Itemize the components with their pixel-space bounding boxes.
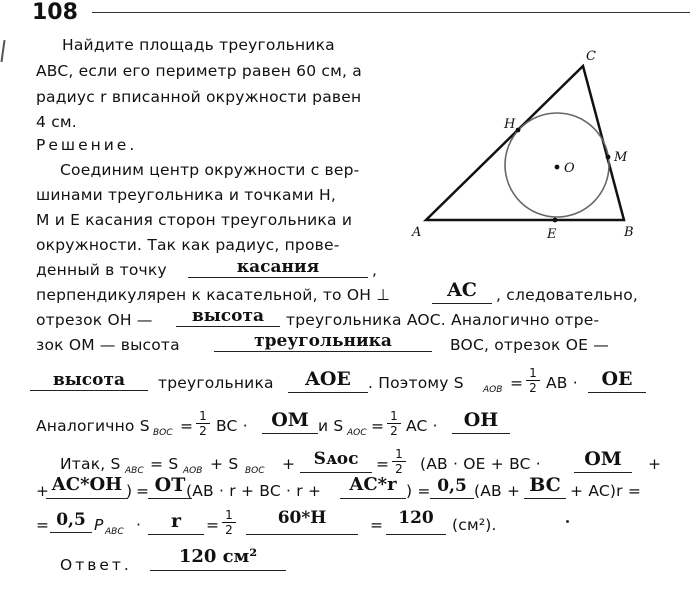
plus-sign-1: + (282, 455, 296, 473)
solution-line-11-f: (AB · OE + BC · (420, 455, 541, 473)
solution-line-12-d: (AB · r + BC · r + (186, 482, 322, 500)
dot-operator: · (136, 516, 142, 534)
blank-underline-4 (214, 351, 432, 352)
solution-line-7-b: треугольника AOC. Аналогично отре- (286, 311, 600, 329)
label-m: M (614, 150, 628, 165)
solution-line-10-d: и S (318, 417, 344, 435)
equals-sign-1: = (510, 374, 524, 392)
solution-line-7-a: отрезок OH — (36, 311, 153, 329)
blank-underline-16 (524, 498, 566, 499)
blank-underline-14 (340, 498, 406, 499)
answer-blank-11: OM (584, 448, 622, 470)
subscript-aob-1: AOB (483, 385, 503, 395)
blank-underline-20 (386, 534, 446, 535)
answer-blank-6: AOE (305, 368, 351, 390)
solution-line-6-a: перпендикулярен к касательной, то OH ⊥ (36, 286, 390, 304)
label-o: O (564, 161, 575, 176)
perimeter-symbol: P (94, 516, 104, 534)
label-e: E (547, 227, 557, 242)
solution-line-10-f: AC · (406, 417, 438, 435)
answer-blank-9: OH (463, 409, 499, 431)
solution-line-9-a: треугольника (158, 374, 274, 392)
fraction-numerator: 1 (392, 447, 406, 462)
fraction-half-5 (222, 508, 236, 537)
problem-line-4: 4 см. (36, 113, 77, 131)
fraction-half-2 (196, 409, 210, 438)
answer-blank-15: 0,5 (437, 476, 467, 496)
answer-blank-1: касания (236, 257, 320, 277)
blank-underline-17 (50, 532, 92, 533)
answer-blank-3: высота (191, 306, 265, 326)
solution-line-5-prefix: денный в точку (36, 261, 167, 279)
label-b: B (624, 225, 634, 240)
problem-line-2: ABC, если его периметр равен 60 см, а (36, 62, 362, 80)
fraction-denominator: 2 (199, 424, 207, 438)
final-answer-underline (150, 570, 286, 571)
solution-line-12-b: ) (126, 482, 133, 500)
tangent-point-m (606, 155, 611, 160)
solution-line-12-f: (AB + (474, 482, 521, 500)
fraction-numerator: 1 (196, 409, 210, 424)
solution-line-3: M и E касания сторон треугольника и (36, 211, 353, 229)
label-c: C (586, 49, 596, 64)
blank-underline-12 (46, 498, 128, 499)
solution-heading: Решение. (36, 136, 138, 154)
blank-underline-18 (148, 534, 204, 535)
answer-blank-19: 60*H (277, 508, 327, 528)
answer-blank-7: OE (601, 368, 633, 390)
answer-blank-2: AC (447, 279, 477, 301)
blank-underline-11 (574, 472, 632, 473)
triangle-figure (400, 40, 660, 250)
blank-underline-1 (188, 277, 368, 278)
subscript-abc: ABC (125, 466, 144, 476)
answer-label: Ответ. (60, 556, 132, 574)
subscript-aoc-1: AOC (347, 428, 367, 438)
solution-line-5-suffix: , (372, 261, 378, 279)
equals-sign-3: = (371, 417, 385, 435)
solution-line-10-c: BC · (216, 417, 248, 435)
final-answer: 120 см² (178, 546, 258, 567)
answer-blank-17: 0,5 (56, 510, 86, 530)
plus-sign-2: + (648, 455, 662, 473)
subscript-boc-1: BOC (153, 428, 173, 438)
fraction-half-3 (387, 409, 401, 438)
triangle-abc (426, 66, 624, 220)
answer-blank-18: r (170, 510, 181, 532)
solution-line-9-d: AB · (546, 374, 578, 392)
tangent-point-e (553, 218, 558, 223)
fraction-half-1 (526, 366, 540, 395)
answer-blank-4: треугольника (254, 331, 392, 351)
fraction-numerator: 1 (526, 366, 540, 381)
answer-blank-5: высота (52, 370, 126, 390)
solution-line-12-e: ) = (406, 482, 431, 500)
top-rule (92, 12, 690, 13)
blank-underline-7 (588, 392, 646, 393)
equals-sign-6: = (36, 516, 50, 534)
center-point-o (555, 165, 560, 170)
solution-line-2: шинами треугольника и точками H, (36, 186, 337, 204)
answer-blank-13: OT (154, 474, 186, 496)
label-h: H (504, 117, 516, 132)
answer-blank-12: AC*OH (51, 474, 123, 495)
stray-dot (566, 520, 569, 523)
fraction-denominator: 2 (225, 523, 233, 537)
blank-underline-6 (288, 392, 368, 393)
fraction-denominator: 2 (390, 424, 398, 438)
solution-line-8-a: зок OM — высота (36, 336, 180, 354)
equals-sign-2: = (180, 417, 194, 435)
blank-underline-15 (430, 498, 474, 499)
margin-mark (0, 40, 5, 62)
blank-underline-10 (300, 472, 372, 473)
fraction-numerator: 1 (387, 409, 401, 424)
answer-blank-14: AC*r (349, 474, 397, 495)
answer-blank-10: Sᴀᴏᴄ (313, 449, 359, 469)
blank-underline-8 (262, 433, 318, 434)
blank-underline-3 (176, 326, 280, 327)
problem-line-3: радиус r вписанной окружности равен (36, 88, 362, 106)
solution-line-8-b: BOC, отрезок OE — (450, 336, 609, 354)
subscript-abc-2: ABC (105, 527, 124, 537)
tangent-point-h (516, 128, 521, 133)
answer-blank-16: BC (529, 474, 561, 496)
solution-line-6-b: , следовательно, (496, 286, 639, 304)
solution-line-9-b: . Поэтому S (368, 374, 464, 392)
fraction-half-4 (392, 447, 406, 476)
page-number: 108 (32, 0, 78, 25)
blank-underline-2 (432, 303, 492, 304)
blank-underline-5 (30, 390, 148, 391)
label-a: A (412, 225, 422, 240)
units-cm2: (см²). (452, 516, 497, 534)
solution-line-1: Соединим центр окружности с вер- (60, 161, 360, 179)
subscript-aob-2: AOB (183, 466, 203, 476)
blank-underline-19 (246, 534, 358, 535)
solution-line-4: окружности. Так как радиус, прове- (36, 236, 340, 254)
equals-sign-4: = (376, 455, 390, 473)
solution-line-12-g: + AC)r = (570, 482, 642, 500)
fraction-denominator: 2 (529, 381, 537, 395)
answer-blank-8: OM (271, 409, 309, 431)
problem-line-1: Найдите площадь треугольника (62, 36, 335, 54)
plus-sign-3: + (36, 482, 50, 500)
equals-sign-5: = (136, 482, 150, 500)
solution-line-11-b: = S (150, 455, 179, 473)
blank-underline-9 (452, 433, 510, 434)
subscript-boc-2: BOC (245, 466, 265, 476)
equals-sign-7: = (206, 516, 220, 534)
solution-line-11-a: Итак, S (60, 455, 121, 473)
solution-line-10-a: Аналогично S (36, 417, 150, 435)
solution-line-11-c: + S (210, 455, 239, 473)
fraction-numerator: 1 (222, 508, 236, 523)
equals-sign-8: = (370, 516, 384, 534)
answer-blank-20: 120 (398, 508, 434, 528)
fraction-denominator: 2 (395, 462, 403, 476)
